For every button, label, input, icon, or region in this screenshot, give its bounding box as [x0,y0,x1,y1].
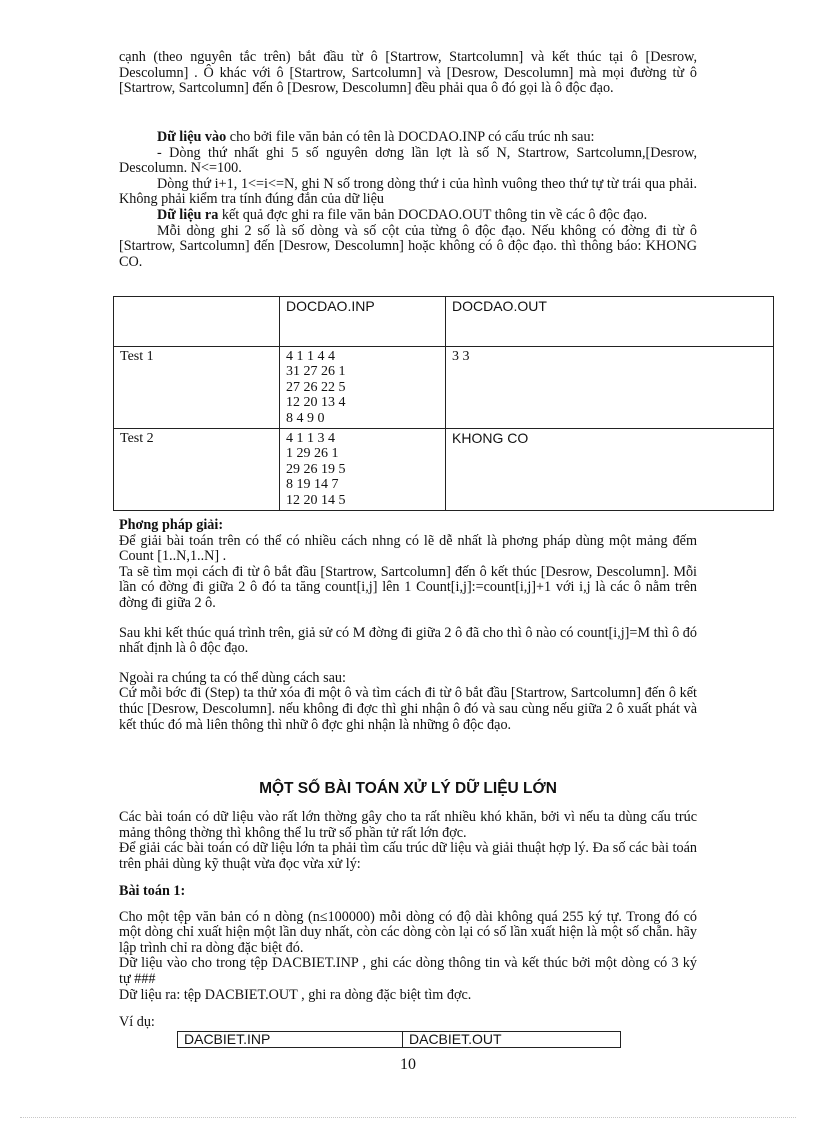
input-line: 29 26 19 5 [286,461,346,477]
table-row [114,429,774,511]
method-section [119,518,697,733]
table-header-row [114,297,774,347]
input-line-1: - Dòng thứ nhất ghi 5 số nguyên dơng lần lợt là số N, Startrow, Sartcolumn,[Desrow, Descolumn. N<=100. [119,144,697,177]
output-label: Dữ liệu ra [157,206,219,223]
intro-paragraph [119,50,697,97]
page-number: 10 [400,1056,416,1073]
method-title-text: Phơng pháp giải: [119,517,224,533]
test-name: Test 2 [114,429,280,511]
page-bottom-divider [20,1117,796,1118]
input-spec-line [119,130,697,146]
paragraph-definition: cạnh (theo nguyên tắc trên) bắt đầu từ ô [Startrow, Startcolumn] và kết thúc tại ô [Desrow, Descolumn] . Ô khác với ô [Startrow, Sartcolumn] và [Desrow, Descolumn] mà mọi đường từ ô [Startrow, Sartcolumn] đến ô [Desrow, Descolumn] đều phải qua ô đó gọi là ô độc đạo. [119,49,697,97]
example-header-out: DACBIET.OUT [403,1032,621,1048]
table-row [178,1032,621,1048]
test-input [280,429,446,511]
problem-title [119,884,697,900]
input-line: 8 19 14 7 [286,477,339,493]
method-paragraph: Ta sẽ tìm mọi cách đi từ ô bắt đầu [Startrow, Sartcolumn] đến ô kết thúc [Desrow, Descolumn]. Mỗi lần có đờng đi giữa 2 ô đó ta tăng count[i,j] lên 1 Count[i,j]:=count[i,j]+1 với i,j là các ô nằm trên đờng đi giữa 2 ô. [119,563,697,611]
input-line-2: Dòng thứ i+1, 1<=i<=N, ghi N số trong dòng thứ i của hình vuông theo thứ tự từ trái qua phải. Không phải kiểm tra tính đúng đắn của dữ liệu [119,175,697,208]
input-line: 31 27 26 1 [286,364,346,380]
problem-1 [119,884,697,1031]
output-line-1: Mỗi dòng ghi 2 số là số dòng và số cột của từng ô độc đạo. Nếu không có đờng đi từ ô [Startrow, Sartcolumn] đến [Desrow, Descolumn] hoặc không có ô độc đạo. thì thông báo: KHONG CO. [119,222,697,270]
method-paragraph: Để giải bài toán trên có thể có nhiều cách nhng có lẽ dễ nhất là phơng pháp dùng một mảng đếm Count [1..N,1..N] . [119,532,697,565]
test-output: 3 3 [446,347,774,429]
test-input [280,347,446,429]
table-header-cell: DOCDAO.OUT [446,297,774,347]
test-output: KHONG CO [446,429,774,511]
tests-table [113,296,774,511]
big-data-intro [119,810,697,872]
input-line: 4 1 1 4 4 [286,349,335,364]
table-header-cell [114,297,280,347]
example-label: Ví dụ: [119,1014,155,1031]
problem-title-text: Bài toán 1: [119,883,186,899]
example-header-inp: DACBIET.INP [178,1032,403,1048]
input-line: 27 26 22 5 [286,379,346,395]
input-line: 8 4 9 0 [286,410,325,426]
input-line: 1 29 26 1 [286,446,339,462]
intro-paragraph-1: Các bài toán có dữ liệu vào rất lớn thờng gây cho ta rất nhiều khó khăn, bởi vì nếu ta dùng cấu trúc mảng thông thờng thì không thể lu trữ số phần tử rất lớn đợc. [119,809,697,841]
intro-paragraph-2: Để giải các bài toán có dữ liệu lớn ta phải tìm cấu trúc dữ liệu và giải thuật hợp lý. Đa số các bài toán trên phải dùng kỹ thuật vừa đọc vừa xử lý: [119,840,697,872]
input-line: 12 20 13 4 [286,395,346,411]
method-paragraph: Ngoài ra chúng ta có thể dùng cách sau: [119,669,346,686]
section-heading: MỘT SỐ BÀI TOÁN XỬ LÝ DỮ LIỆU LỚN [259,780,557,797]
problem-input: Dữ liệu vào cho trong tệp DACBIET.INP , ghi các dòng thông tin và kết thúc bởi một dòng có 3 ký tự ### [119,955,697,987]
table-header-cell: DOCDAO.INP [280,297,446,347]
input-label: Dữ liệu vào [157,129,227,145]
table-row [114,347,774,429]
output-text: kết quả đợc ghi ra file văn bản DOCDAO.OUT thông tin về các ô độc đạo. [218,206,648,223]
problem-output: Dữ liệu ra: tệp DACBIET.OUT , ghi ra dòng đặc biệt tìm đợc. [119,986,472,1003]
example-table [177,1031,621,1048]
input-text: cho bởi file văn bản có tên là DOCDAO.INP có cấu trúc nh sau: [226,129,595,145]
input-line: 4 1 1 3 4 [286,431,335,447]
input-spec [119,130,697,270]
method-paragraph: Sau khi kết thúc quá trình trên, giả sử có M đờng đi giữa 2 ô đã cho thì ô nào có count[i,j]=M thì ô đó nhất định là ô độc đạo. [119,624,697,657]
method-paragraph: Cứ mỗi bớc đi (Step) ta thử xóa đi một ô và tìm cách đi từ ô bắt đầu [Startrow, Sartcolumn] đến ô kết thúc [Desrow, Descolumn]. nếu không đi đợc thì ghi nhận ô đó và sau cùng nếu giữa 2 ô xuất phát và kết thúc đó mà liên thông thì nhữ ô đợc ghi nhận là những ô độc đạo. [119,685,697,733]
output-spec-line [119,208,697,224]
problem-statement: Cho một tệp văn bản có n dòng (n≤100000) mỗi dòng có độ dài không quá 255 ký tự. Trong đó có một dòng chỉ xuất hiện một lần duy nhất, còn các dòng còn lại có số lần xuất hiện là một số chẵn. hãy lập trình chỉ ra dòng đặc biệt đó. [119,908,697,956]
test-name: Test 1 [114,347,280,429]
input-line: 12 20 14 5 [286,492,346,508]
method-title [119,518,697,534]
